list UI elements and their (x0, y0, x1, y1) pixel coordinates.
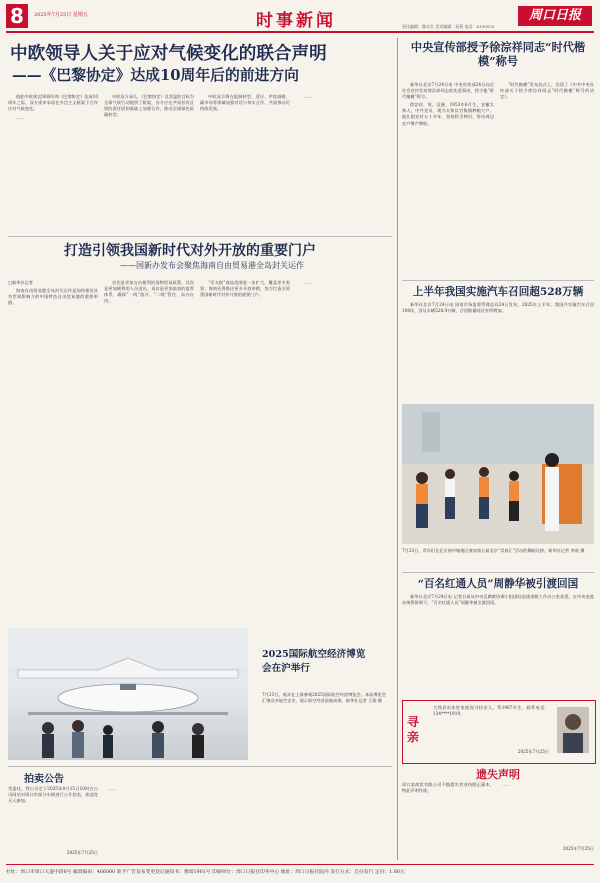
issue-date: 2025年7月25日 星期五 (34, 12, 88, 18)
auction-notice: 拍卖公告 受委托，我公司定于2025年8月15日10时在公司网站对周口市部分车辆进行公开拍卖，欢迎竞买人参加。 2025年7月25日 …… (8, 770, 392, 862)
right-top-para-1: 新华社北京7月24日电 中央宣传部24日向全社会宣传发布徐淙祥同志的先进事迹，授予他“时代楷模”称号。 (402, 82, 494, 100)
red-star-article (402, 576, 594, 696)
lead-col-2 (104, 94, 194, 264)
seek-text: 大徐县东张姓家庭现寻找亲人，系1967年生，联系电话：134****1919。 (433, 705, 549, 717)
auction-label: 拍卖公告 (24, 774, 64, 785)
paper-logo: 周口日报 (518, 6, 592, 26)
sub-headline: 打造引领我国新时代对外开放的重要门户 (64, 243, 316, 259)
portrait-art (557, 707, 589, 753)
auto-recall-para: 新华社北京7月24日电 国家市场监督管理总局24日发布，2025年上半年，我国共实施汽车召回108次，涉及车辆528.9万辆，召回数量同比有所增加。 (402, 302, 594, 314)
right-top-article (402, 38, 594, 276)
right-top-para-3: “时代楷模”发布仪式上，宣读了《中共中央宣传部关于授予徐淙祥同志“时代楷模”称号的决定》。 (500, 82, 594, 100)
lead-col-3 (200, 94, 290, 264)
auto-recall-headline: 上半年我国实施汽车召回超528万辆 (412, 286, 584, 298)
auction-date: 2025年7月25日 (66, 850, 98, 855)
right-top-headline: 中央宣传部授予徐淙祥同志“时代楷模”称号 (410, 40, 586, 68)
masthead (6, 4, 594, 30)
divider-right-1 (402, 280, 594, 281)
lost-notice: 遗失声明 周口某商贸有限公司不慎遗失营业执照正副本，特此声明作废。 2025年7月25日 …… (402, 768, 594, 851)
lost-label: 遗失声明 (476, 768, 520, 781)
lead-subheadline: ——《巴黎协定》达成10周年后的前进方向 (12, 67, 299, 84)
divider-sub (8, 236, 392, 237)
footer-info: 社址：周口市周口大道中段6号 邮政编码：466000 准予广告发布变更登记通知书：豫周1901号 印刷单位：周口日报社印务中心 地址：周口日报社院内 发行方式：自办发行 定价：1.80元 (6, 870, 405, 875)
column-divider (397, 38, 398, 860)
right-top-col-2 (500, 82, 594, 272)
lead-headline: 中欧领导人关于应对气候变化的联合声明 (10, 43, 327, 64)
lead-col-4: …… (304, 94, 313, 99)
sub-col-3 (200, 280, 290, 616)
masthead-rule (6, 31, 594, 33)
sub-col-4: …… (304, 280, 313, 285)
auto-recall-text (402, 302, 594, 398)
lost-text: 周口某商贸有限公司不慎遗失营业执照正副本，特此声明作废。 (402, 782, 494, 794)
sub-section-label: □新华社记者 (8, 280, 33, 285)
lead-para-1: 值此中欧建交50周年和《巴黎协定》达成10周年之际，双方重申承诺在多边主义框架下合作应对气候变化。 (8, 94, 98, 112)
editor-info: 责任编辑：滕永生 美术编辑：侯燕 电话：6199053 (402, 24, 495, 29)
sub-para-3: “零关税”商品范围进一步扩大，覆盖更多类别；海南还将推出更多开放举措，努力打造引领我国新时代对外开放的重要门户。 (200, 280, 290, 298)
page-number: 8 (6, 4, 28, 28)
divider-bottom (8, 766, 392, 767)
sub-para-2: 首先是更加自由便利的货物贸易政策，其次是更加便利的人员进出，再次是更加高效的监管体系，确保“一线”放开、“二线”管住、岛内自由。 (104, 280, 194, 304)
sub-col-1 (8, 280, 98, 616)
airshow-headline: 2025国际航空经济博览会在沪举行 (262, 649, 366, 674)
sub-col-2 (104, 280, 194, 616)
red-star-text (402, 594, 594, 694)
sub-subheadline: ——国新办发布会聚焦海南自由贸易港全岛封关运作 (120, 261, 304, 270)
airshow-photo (8, 628, 248, 760)
sub-article (8, 240, 392, 618)
airshow-photo-art (8, 628, 248, 760)
lead-col-1: 值此中欧建交50周年和《巴黎协定》达成10周年之际，双方重申承诺在多边主义框架下合作应对气候变化。 …… (8, 94, 98, 121)
dance-photo (402, 404, 594, 544)
dance-photo-art (402, 404, 594, 544)
airshow-caption: 7月23日，观众在上海参观2025国际航空经济博览会。本届博览会汇聚众多航空企业，展示低空经济最新成果。新华社记者 王翔 摄 (262, 692, 386, 704)
seek-label: 寻亲 (407, 715, 420, 744)
red-star-headline: “百名红通人员”周静华被引渡回国 (417, 578, 579, 590)
red-star-para: 新华社北京7月24日电 记者日前从中央反腐败协调小组国际追逃追赃工作办公室获悉，在中央追逃办统筹协调下，“百名红通人员”周静华被引渡回国。 (402, 594, 594, 606)
seek-notice (402, 700, 596, 764)
seek-portrait (557, 707, 589, 753)
seek-date: 2025年7月25日 (517, 749, 549, 754)
divider-right-2 (402, 572, 594, 573)
auto-recall-article (402, 284, 594, 400)
section-title: 时事新闻 (256, 11, 336, 31)
footer-rule (6, 864, 594, 865)
auction-text: 受委托，我公司定于2025年8月15日10时在公司网站对周口市部分车辆进行公开拍卖，欢迎竞买人参加。 (8, 786, 98, 804)
lead-para-2: 中欧双方承认，《巴黎协定》及其温控目标为全球气候行动提供了框架，各方应在共同但有区别的责任原则基础上加强合作，推动全球绿色低碳转型。 (104, 94, 194, 118)
dance-photo-caption: 7月23日，青年们在北京南中轴地区参加第五届北京“青春汇”活动的舞蹈比拼。新华社记者 李欣 摄 (402, 548, 585, 553)
lead-para-3: 中欧双方将在能源转型、适应、甲烷减排、碳市场等领域加强对话与务实合作，共同推动可持续发展。 (200, 94, 290, 112)
right-top-col-1 (402, 82, 494, 272)
sub-para-1: 海南自由贸易港全岛封关运作是加快建设具有世界影响力的中国特色自由贸易港的重要举措。 (8, 288, 98, 306)
right-top-para-2: 徐淙祥，男，汉族，1953年6月生，安徽太和人，中共党员，现为太和县宫集镇种粮大户。他扎根农村五十多年，坚持科学种田，带动周边农户增产增收。 (402, 102, 494, 126)
airshow-block (8, 628, 392, 760)
lost-date: 2025年7月25日 (562, 846, 594, 851)
